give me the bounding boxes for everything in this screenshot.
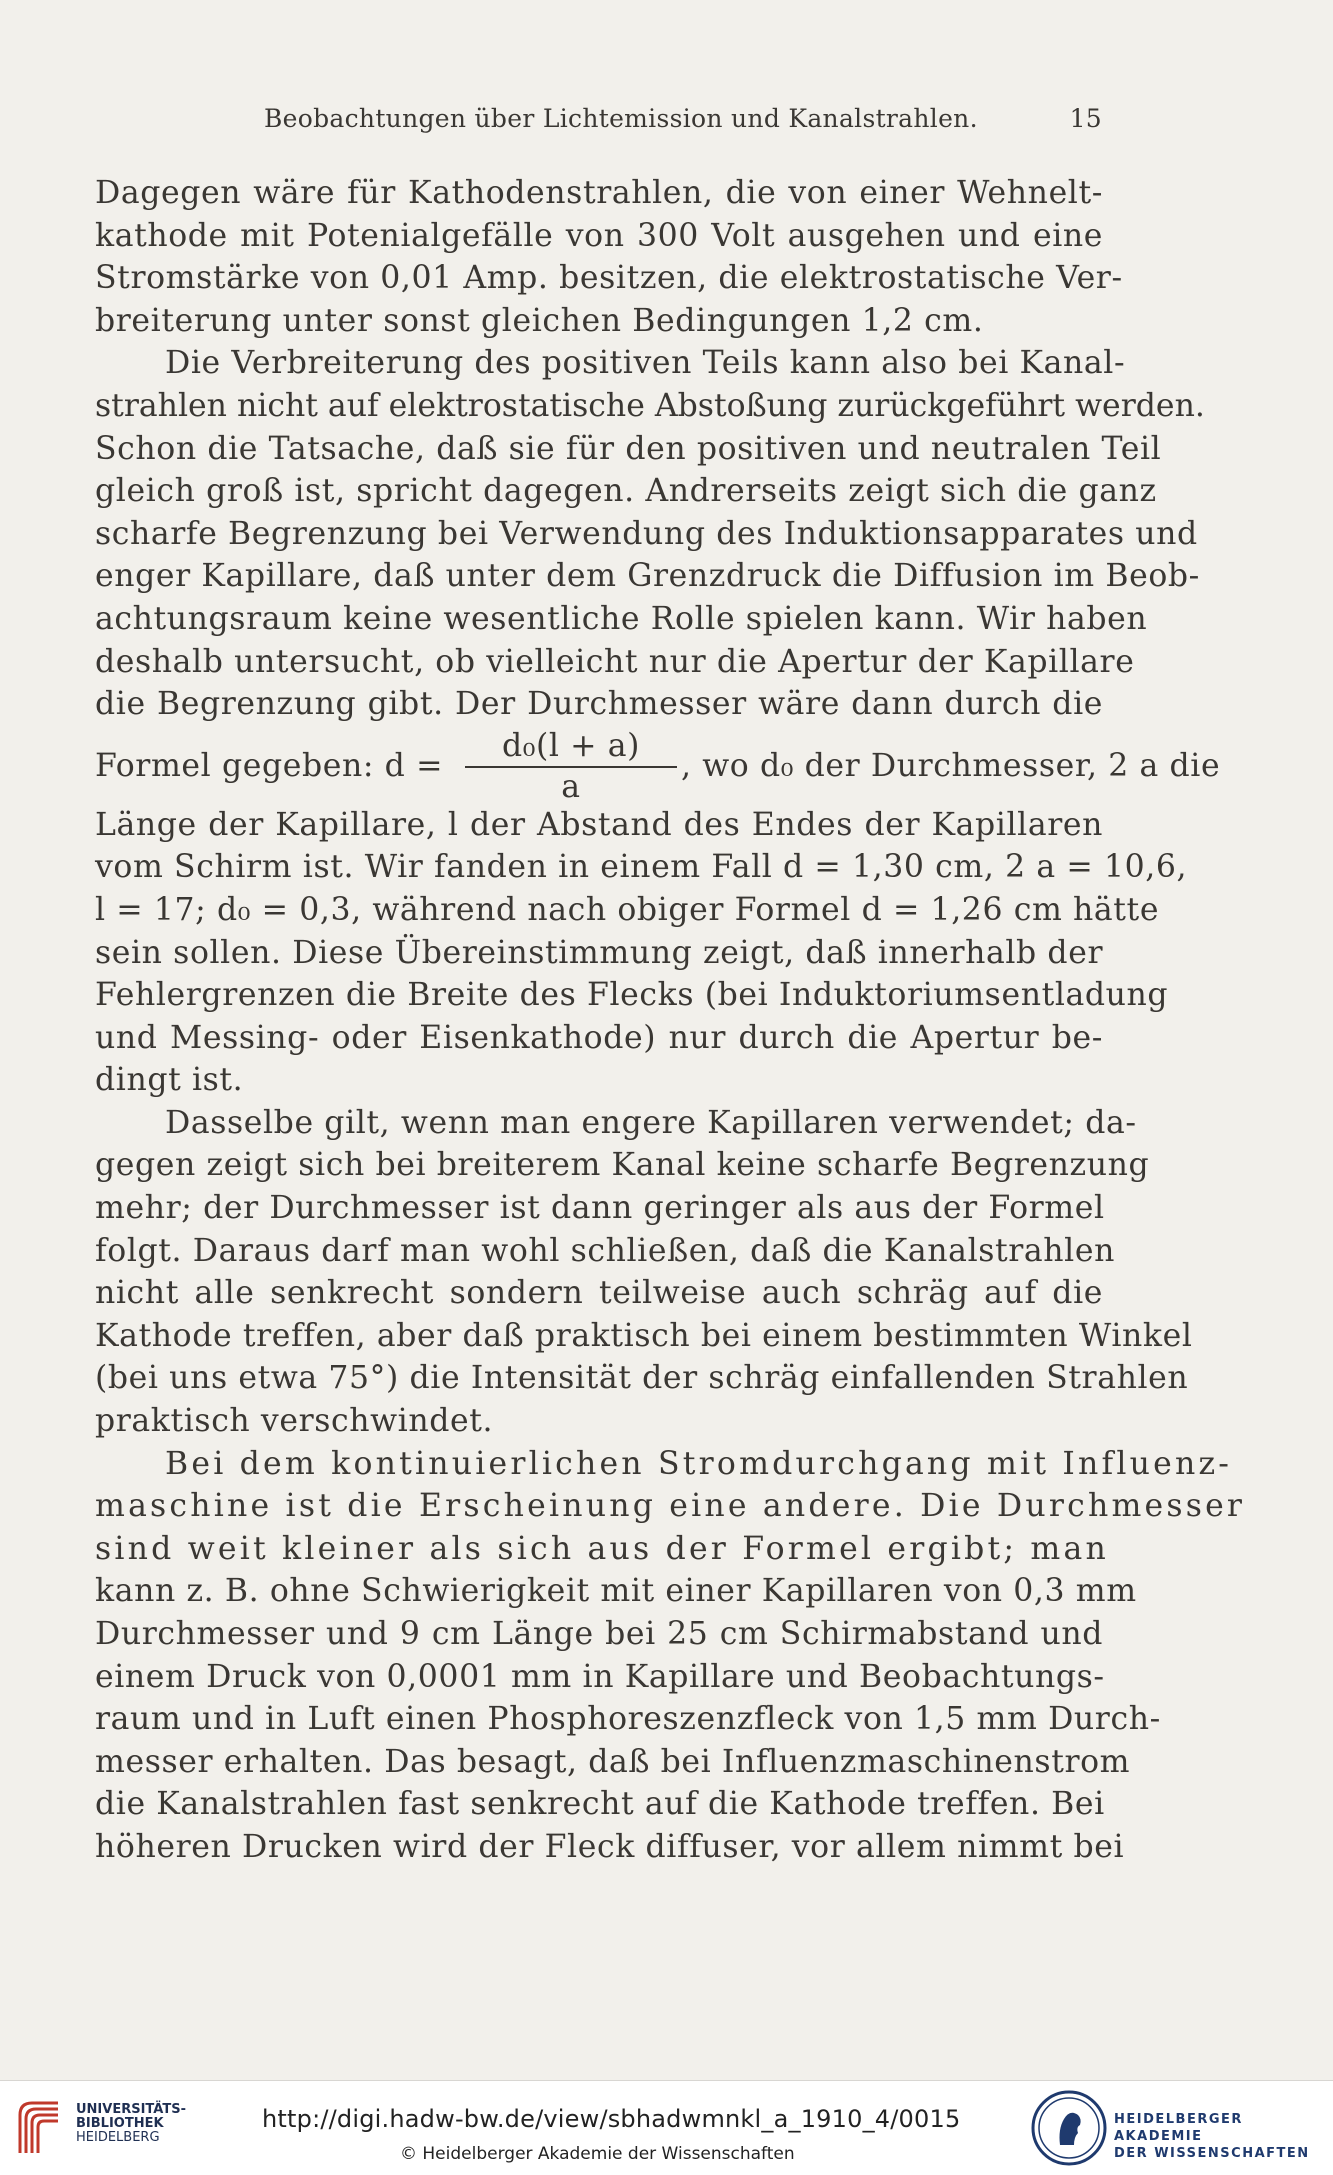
formula-trail-text: , wo d₀ der Durchmesser, 2 a die <box>681 747 1221 784</box>
text-line: Stromstärke von 0,01 Amp. besitzen, die elektrostatische Ver- <box>95 260 1123 297</box>
text-line: Dasselbe gilt, wenn man engere Kapillaren verwendet; da- <box>165 1104 1137 1141</box>
library-name-line: BIBLIOTHEK <box>76 2116 164 2131</box>
library-name-line: UNIVERSITÄTS- <box>76 2102 186 2117</box>
running-head <box>96 104 1102 144</box>
formula-denominator: a <box>561 768 581 805</box>
text-line: sein sollen. Diese Übereinstimmung zeigt, daß innerhalb der <box>95 934 1104 971</box>
academy-name-line: HEIDELBERGER AKADEMIE <box>1114 2112 1243 2144</box>
text-line: nicht alle senkrecht sondern teilweise auch schräg auf die <box>95 1275 1103 1312</box>
text-line: vom Schirm ist. Wir fanden in einem Fall d = 1,30 cm, 2 a = 10,6, <box>95 849 1188 886</box>
text-line: strahlen nicht auf elektrostatische Abstoßung zurückgeführt werden. <box>95 387 1205 424</box>
text-line: Dagegen wäre für Kathodenstrahlen, die von einer Wehnelt- <box>95 175 1103 211</box>
text-line: gegen zeigt sich bei breiterem Kanal keine scharfe Begrenzung <box>95 1147 1150 1184</box>
formula-numerator: d₀(l + a) <box>465 726 677 768</box>
text-line: gleich groß ist, spricht dagegen. Andrerseits zeigt sich die ganz <box>95 473 1157 510</box>
permalink-url[interactable]: http://digi.hadw-bw.de/view/sbhadwmnkl_a_1910_4/0015 <box>262 2105 961 2133</box>
university-library-name <box>76 2103 186 2145</box>
text-line: scharfe Begrenzung bei Verwendung des Induktionsapparates und <box>95 515 1198 552</box>
text-line: und Messing- oder Eisenkathode) nur durch die Apertur be- <box>95 1019 1103 1056</box>
text-line: (bei uns etwa 75°) die Intensität der schräg einfallenden Strahlen <box>95 1360 1189 1397</box>
text-line: dingt ist. <box>95 1062 244 1099</box>
text-line: Die Verbreiterung des positiven Teils kann also bei Kanal- <box>165 345 1126 382</box>
text-line: breiterung unter sonst gleichen Bedingungen 1,2 cm. <box>95 302 984 339</box>
text-line: praktisch verschwindet. <box>95 1403 494 1440</box>
text-line: achtungsraum keine wesentliche Rolle spielen kann. Wir haben <box>95 600 1148 637</box>
academy-seal-icon <box>1030 2089 1108 2167</box>
formula-fraction <box>465 726 677 806</box>
text-line: raum und in Luft einen Phosphoreszenzfleck von 1,5 mm Durch- <box>95 1701 1161 1738</box>
text-line: Schon die Tatsache, daß sie für den positiven und neutralen Teil <box>95 430 1162 467</box>
page-number: 15 <box>1069 104 1102 133</box>
academy-name-line: DER WISSENSCHAFTEN <box>1114 2146 1310 2161</box>
text-line: mehr; der Durchmesser ist dann geringer als aus der Formel <box>95 1190 1105 1227</box>
academy-name <box>1114 2111 1333 2162</box>
formula-line <box>95 726 1221 805</box>
text-line: Durchmesser und 9 cm Länge bei 25 cm Schirmabstand und <box>95 1616 1103 1652</box>
running-title: Beobachtungen über Lichtemission und Kanalstrahlen. <box>264 104 978 133</box>
text-line: kann z. B. ohne Schwierigkeit mit einer Kapillaren von 0,3 mm <box>95 1573 1137 1610</box>
text-line: messer erhalten. Das besagt, daß bei Influenzmaschinenstrom <box>95 1743 1131 1780</box>
text-line: Länge der Kapillare, l der Abstand des Endes der Kapillaren <box>95 806 1103 843</box>
library-name-line: HEIDELBERG <box>76 2130 160 2145</box>
text-line: höheren Drucken wird der Fleck diffuser, vor allem nimmt bei <box>95 1828 1125 1865</box>
text-line: Kathode treffen, aber daß praktisch bei einem bestimmten Winkel <box>95 1317 1193 1354</box>
text-line: die Begrenzung gibt. Der Durchmesser wäre dann durch die <box>95 686 1103 723</box>
text-line: einem Druck von 0,0001 mm in Kapillare und Beobachtungs- <box>95 1658 1105 1695</box>
text-line: sind weit kleiner als sich aus der Formel ergibt; man <box>95 1530 1109 1567</box>
text-line: Bei dem kontinuierlichen Stromdurchgang mit Influenz- <box>165 1445 1233 1482</box>
viewer-footer <box>0 2080 1333 2175</box>
text-line: folgt. Daraus darf man wohl schließen, daß die Kanalstrahlen <box>95 1232 1115 1269</box>
text-line: Fehlergrenzen die Breite des Flecks (bei Induktoriumsentladung <box>95 977 1169 1014</box>
body-text <box>95 172 1246 1869</box>
university-library-logo-icon <box>14 2093 64 2163</box>
text-line: maschine ist die Erscheinung eine andere. Die Durchmesser <box>95 1488 1246 1525</box>
copyright-notice: © Heidelberger Akademie der Wissenschaften <box>400 2144 795 2164</box>
text-line: l = 17; d₀ = 0,3, während nach obiger Formel d = 1,26 cm hätte <box>95 891 1160 928</box>
text-line: enger Kapillare, daß unter dem Grenzdruck die Diffusion im Beob- <box>95 558 1200 595</box>
formula-lead-text: Formel gegeben: d = <box>95 747 444 784</box>
text-line: kathode mit Potenialgefälle von 300 Volt ausgehen und eine <box>95 217 1103 254</box>
text-line: die Kanalstrahlen fast senkrecht auf die Kathode treffen. Bei <box>95 1786 1105 1823</box>
text-line: deshalb untersucht, ob vielleicht nur die Apertur der Kapillare <box>95 643 1135 680</box>
